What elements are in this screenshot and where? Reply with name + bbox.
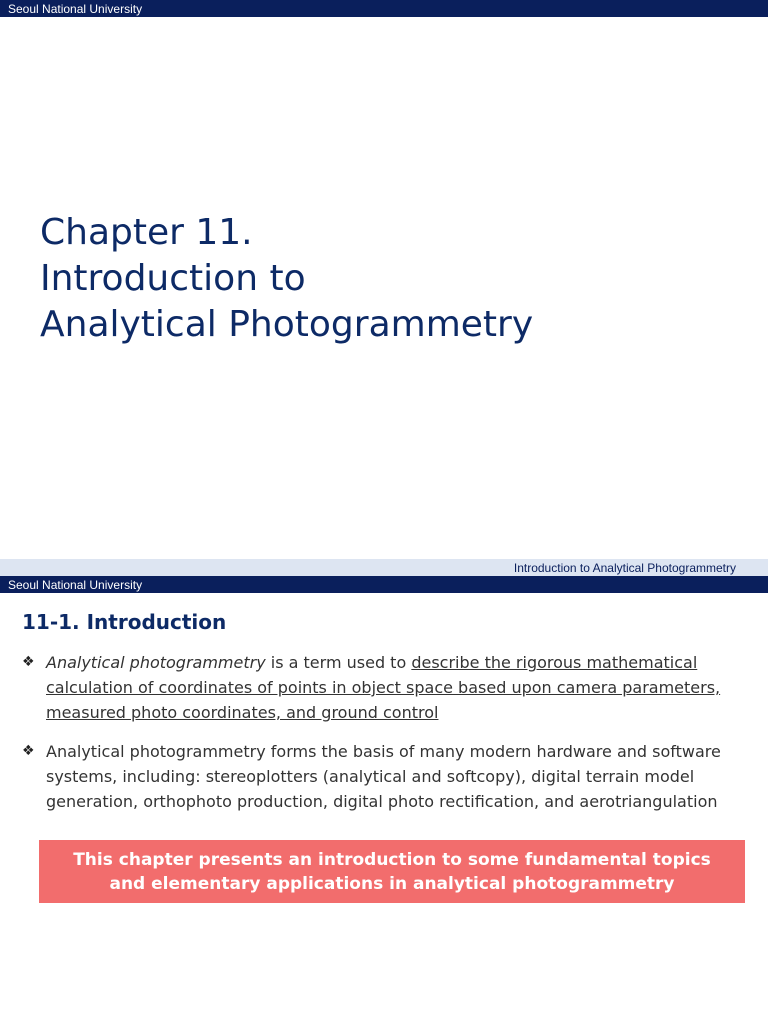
university-header-label-2: Seoul National University: [8, 578, 143, 592]
diamond-bullet-icon: ❖: [22, 743, 35, 759]
bullet-term: Analytical photogrammetry: [46, 653, 266, 672]
bullet-item-definition: [22, 650, 734, 725]
bullet-connector: is a term used to: [265, 653, 412, 672]
slide-footer-label: Introduction to Analytical Photogrammetry: [513, 561, 736, 575]
slide-footer-band: [0, 559, 768, 576]
chapter-title-line-3: Analytical Photogrammetry: [40, 304, 534, 345]
bullet-text-applications: Analytical photogrammetry forms the basis of many modern hardware and software systems, including: stereoplotters (analytical and softcopy), digital terrain model generation, orthophoto production, digital photo rectification, and aerotriangulation: [46, 742, 721, 811]
university-header-bar-2: [0, 576, 768, 593]
chapter-title: [40, 210, 533, 348]
chapter-title-line-2: Introduction to: [40, 258, 306, 299]
university-header-bar: [0, 0, 768, 17]
chapter-summary-callout: [39, 840, 745, 903]
bullet-item-applications: [22, 739, 734, 814]
chapter-title-line-1: Chapter 11.: [40, 212, 253, 253]
bullet-underlined-definition: describe the rigorous mathematical calculation of coordinates of points in object space based upon camera parameters, measured photo coordinates, and ground control: [46, 653, 721, 722]
diamond-bullet-icon: ❖: [22, 654, 35, 670]
bullet-text-definition: [46, 650, 734, 725]
section-title: 11-1. Introduction: [22, 610, 227, 634]
chapter-summary-text: This chapter presents an introduction to some fundamental topics and elementary applications in analytical photogrammetry: [73, 849, 711, 894]
university-header-label: Seoul National University: [8, 2, 143, 16]
